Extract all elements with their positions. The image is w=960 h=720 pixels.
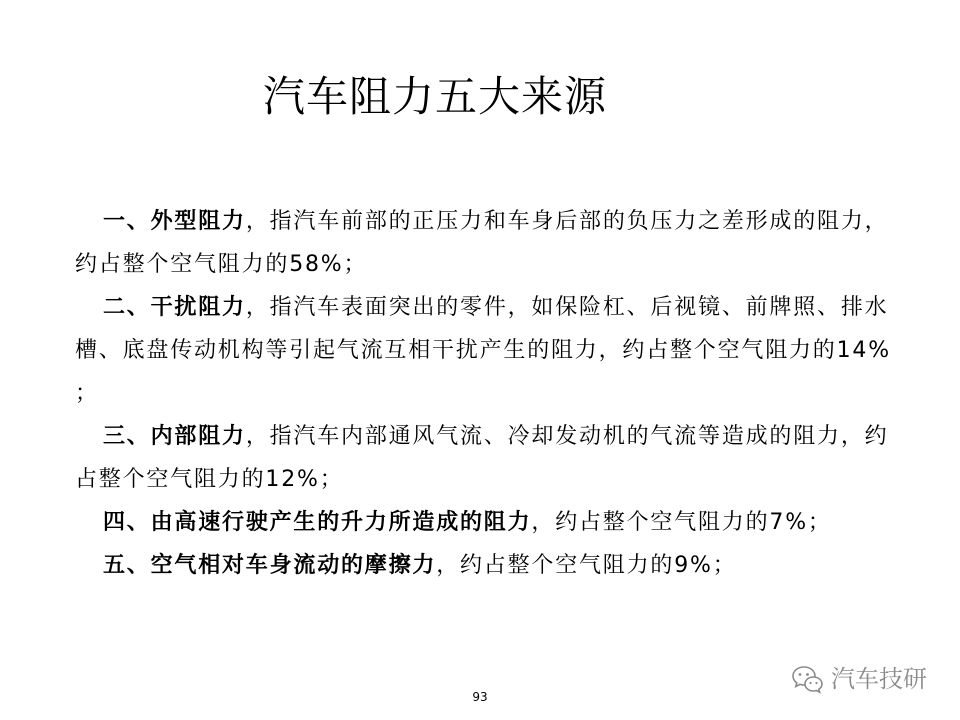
list-item — [75, 200, 905, 286]
item-text: ，指汽车表面突出的零件，如保险杠、后视镜、前牌照、排水 — [245, 295, 889, 320]
slide-title: 汽车阻力五大来源 — [263, 72, 608, 121]
item-line — [75, 286, 905, 329]
item-heading: 三、内部阻力 — [103, 424, 246, 449]
item-text: 约占整个空气阻力的58%； — [75, 252, 368, 277]
item-line — [75, 329, 905, 372]
list-item — [75, 415, 905, 501]
item-text: ，指汽车内部通风气流、冷却发动机的气流等造成的阻力，约 — [245, 424, 889, 449]
list-item — [75, 501, 905, 544]
item-text: 槽、底盘传动机构等引起气流互相干扰产生的阻力，约占整个空气阻力的14% — [75, 338, 891, 363]
item-line — [75, 415, 905, 458]
item-line — [75, 458, 905, 501]
item-text: ，指汽车前部的正压力和车身后部的负压力之差形成的阻力， — [245, 209, 889, 234]
item-line — [75, 372, 905, 415]
item-heading: 五、空气相对车身流动的摩擦力 — [103, 553, 437, 578]
item-text: ； — [75, 381, 99, 406]
item-line — [75, 501, 905, 544]
item-text: 占整个空气阻力的12%； — [75, 467, 344, 492]
wechat-icon — [790, 664, 826, 694]
item-line — [75, 243, 905, 286]
page-number: 93 — [472, 690, 488, 704]
item-heading: 二、干扰阻力 — [103, 295, 246, 320]
list-item — [75, 286, 905, 415]
item-text: ，约占整个空气阻力的9%； — [436, 553, 737, 578]
item-heading: 四、由高速行驶产生的升力所造成的阻力 — [103, 510, 532, 535]
watermark-text: 汽车技研 — [831, 665, 927, 693]
item-text: ，约占整个空气阻力的7%； — [531, 510, 832, 535]
item-heading: 一、外型阻力 — [103, 209, 246, 234]
list-item — [75, 544, 905, 587]
body-text — [75, 200, 905, 587]
item-line — [75, 200, 905, 243]
item-line — [75, 544, 905, 587]
